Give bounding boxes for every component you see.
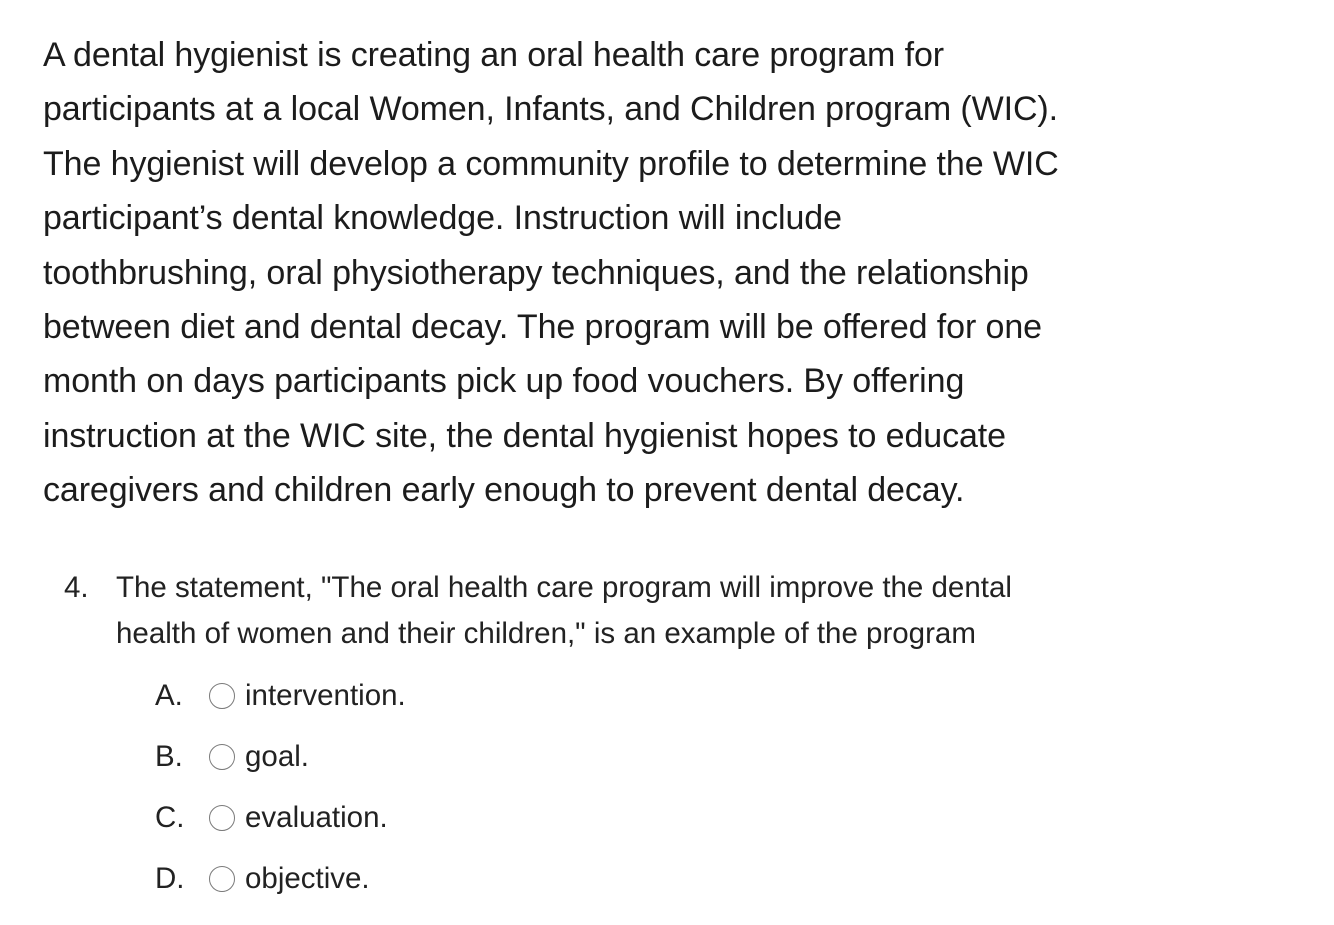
answer-options bbox=[155, 665, 406, 909]
option-letter: B. bbox=[155, 739, 183, 773]
option-text: intervention. bbox=[245, 678, 406, 712]
passage-line: participant’s dental knowledge. Instruction will include bbox=[43, 199, 842, 238]
radio-button-a[interactable] bbox=[209, 683, 235, 709]
passage-line: month on days participants pick up food vouchers. By offering bbox=[43, 362, 965, 401]
question-stem bbox=[116, 565, 1012, 657]
option-c[interactable] bbox=[155, 787, 406, 848]
question-stem-line: The statement, "The oral health care program will improve the dental bbox=[116, 571, 1012, 604]
passage-line: toothbrushing, oral physiotherapy techniques, and the relationship bbox=[43, 253, 1029, 292]
radio-button-c[interactable] bbox=[209, 805, 235, 831]
option-text: evaluation. bbox=[245, 800, 388, 834]
option-letter: D. bbox=[155, 861, 185, 895]
radio-button-b[interactable] bbox=[209, 744, 235, 770]
question-number: 4. bbox=[64, 571, 89, 604]
question-row bbox=[64, 565, 1264, 657]
passage-line: The hygienist will develop a community profile to determine the WIC bbox=[43, 144, 1059, 183]
option-a[interactable] bbox=[155, 665, 406, 726]
question-stem-line: health of women and their children," is an example of the program bbox=[116, 617, 976, 650]
option-letter: C. bbox=[155, 800, 185, 834]
passage-line: caregivers and children early enough to prevent dental decay. bbox=[43, 471, 965, 510]
passage-line: participants at a local Women, Infants, and Children program (WIC). bbox=[43, 90, 1058, 129]
question bbox=[64, 565, 1264, 657]
passage-line: instruction at the WIC site, the dental hygienist hopes to educate bbox=[43, 416, 1006, 455]
passage-line: A dental hygienist is creating an oral health care program for bbox=[43, 36, 944, 74]
option-b[interactable] bbox=[155, 726, 406, 787]
radio-button-d[interactable] bbox=[209, 866, 235, 892]
option-letter: A. bbox=[155, 678, 183, 712]
option-d[interactable] bbox=[155, 848, 406, 909]
option-text: objective. bbox=[245, 861, 370, 895]
option-text: goal. bbox=[245, 739, 309, 773]
passage-line: between diet and dental decay. The program will be offered for one bbox=[43, 308, 1042, 347]
passage bbox=[43, 28, 1243, 518]
